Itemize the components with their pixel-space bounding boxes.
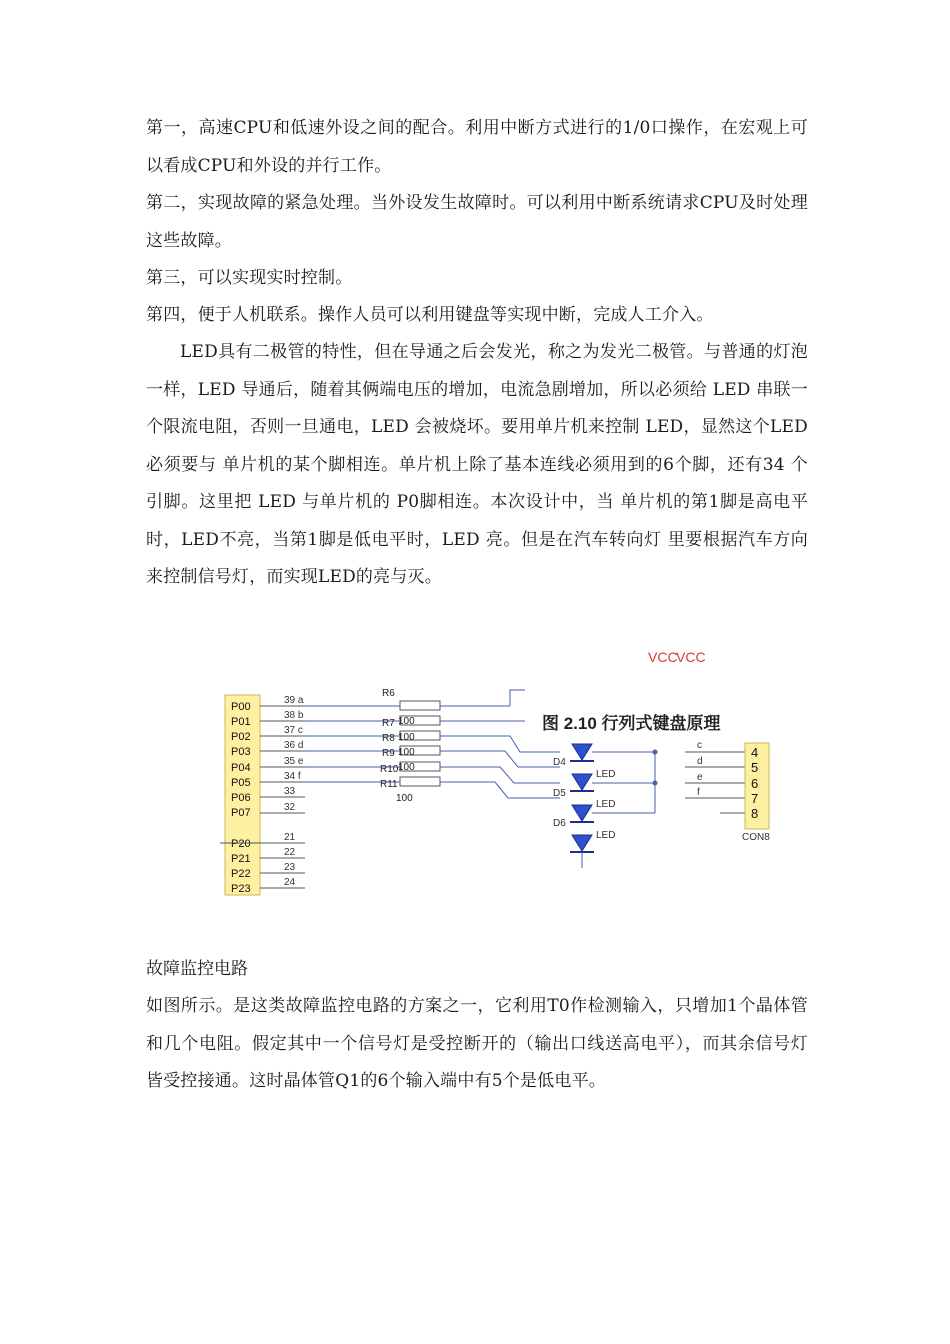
diode-label: D4 [553,757,566,768]
resistor-value: 100 [398,732,415,743]
connector-name: CON8 [742,832,770,843]
paragraph-first: 第一，高速CPU和低速外设之间的配合。利用中断方式进行的1/0口操作，在宏观上可以看成CPU和外设的并行工作。 [146,118,808,176]
pin2-number: 24 [284,877,296,888]
connector-pin: 5 [751,760,759,775]
resistor-value: 100 [398,747,415,758]
resistor-value: 100 [398,762,415,773]
led-symbol [572,835,592,851]
paragraph-fault-monitor: 如图所示。是这类故障监控电路的方案之一，它利用T0作检测输入，只增加1个晶体管和几个电阻。假定其中一个信号灯是受控断开的（输出口线送高电平），而其余信号灯皆受控接通。这时晶体管Q1的6个输入端中有5个是低电平。 [146,996,808,1091]
led-symbol [572,774,592,790]
pin-number: 32 [284,802,296,813]
pin-number: 36 d [284,740,304,751]
pin2-number: 22 [284,847,296,858]
diode-label: D5 [553,788,566,799]
connector-pin: 7 [751,791,759,806]
section-heading: 故障监控电路 [146,959,248,979]
resistor-label: R11 [380,779,398,790]
diode-label: D6 [553,818,566,829]
port-label: P06 [231,792,251,804]
pin-number: 35 e [284,756,304,767]
resistor-label: R9 [382,748,395,759]
vcc-label-1: VCC [648,649,678,665]
resistor-value: 100 [398,716,415,727]
port-label: P01 [231,716,251,728]
resistor-label: R10 [380,764,399,775]
circuit-figure [200,640,800,905]
port2-label: P23 [231,883,251,895]
connector-signal: c [697,740,702,751]
figure-caption: 图 2.10 行列式键盘原理 [542,714,721,733]
connector-signal: e [697,772,703,783]
led-symbol [572,805,592,821]
resistor-label: R8 [382,733,395,744]
port-label: P07 [231,807,251,819]
port-label: P05 [231,777,251,789]
led-symbol [572,744,592,760]
paragraph-fourth: 第四，便于人机联系。操作人员可以利用键盘等实现中断，完成人工介入。 [146,305,714,325]
led-label: LED [596,769,616,780]
port-label: P04 [231,762,251,774]
connector-signal: d [697,756,703,767]
circuit-diagram [200,640,800,905]
led-label: LED [596,830,616,841]
vcc-label-2: VCC [676,649,706,665]
paragraph-third: 第三，可以实现实时控制。 [146,268,353,288]
connector-pin: 6 [751,776,759,791]
resistor-value: 100 [396,793,413,804]
port2-label: P20 [231,838,251,850]
pin2-number: 23 [284,862,296,873]
port-label: P02 [231,731,251,743]
paragraph-second: 第二，实现故障的紧急处理。当外设发生故障时。可以利用中断系统请求CPU及时处理这些故障。 [146,193,808,251]
connector-pin: 4 [751,745,759,760]
port-label: P03 [231,746,251,758]
pin-number: 38 b [284,710,304,721]
pin-number: 34 f [284,771,301,782]
paragraph-led: LED具有二极管的特性，但在导通之后会发光，称之为发光二极管。与普通的灯泡一样，LED 导通后，随着其俩端电压的增加，电流急剧增加，所以必须给 LED 串联一个限流电阻，否则一旦通电，LED 会被烧坏。要用单片机来控制 LED，显然这个LED必须要与 单片机的某个脚相连。单片机上除了基本连线必须用到的6个脚，还有34 个引脚。这里把 LED 与单片机的 P0脚相连。本次设计中，当 单片机的第1脚是高电平时，LED不亮，当第1脚是低电平时，LED 亮。但是在汽车转向灯 里要根据汽车方向来控制信号灯，而实现LED的亮与灭。 [146,342,808,587]
led-label: LED [596,799,616,810]
pin-number: 33 [284,786,296,797]
port2-label: P22 [231,868,251,880]
pin2-number: 21 [284,832,296,843]
resistor-label: R6 [382,688,395,699]
pin-number: 37 c [284,725,303,736]
resistor-label: R7 [382,718,395,729]
connector-pin: 8 [751,806,759,821]
connector-signal: f [697,787,700,798]
port-label: P00 [231,701,251,713]
pin-number: 39 a [284,695,304,706]
port2-label: P21 [231,853,251,865]
